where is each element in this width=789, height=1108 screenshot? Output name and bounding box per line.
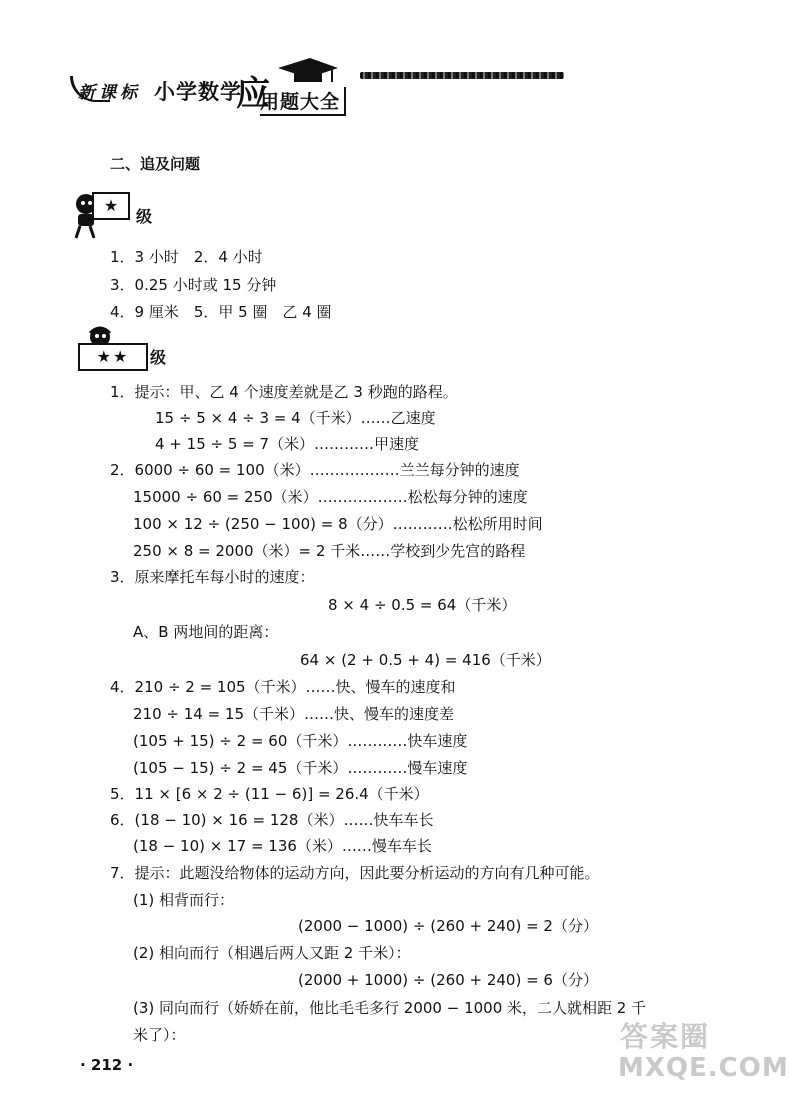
watermark-url: MXQE.COM [618,1053,789,1083]
answer-line: 15000 ÷ 60 = 250（米）………………松松每分钟的速度 [133,488,528,506]
answer-line: (2000 + 1000) ÷ (260 + 240) = 6（分） [298,971,598,989]
answer-line: 250 × 8 = 2000（米）= 2 千米……学校到少先宫的路程 [133,542,526,560]
book-title: 用题大全 [260,87,346,116]
answer-line: (105 + 15) ÷ 2 = 60（千米）…………快车速度 [133,732,468,750]
level-label: 级 [136,207,153,226]
graduation-cap-icon [276,56,340,86]
answer-line: (2000 − 1000) ÷ (260 + 240) = 2（分） [298,917,598,935]
answer-line: 15 ÷ 5 × 4 ÷ 3 = 4（千米）……乙速度 [155,409,436,427]
answer-line: 4．210 ÷ 2 = 105（千米）……快、慢车的速度和 [110,678,456,696]
header-decorative-bar [360,72,564,79]
answer-line: A、B 两地间的距离： [133,623,279,641]
answer-line: 5．11 × [6 × 2 ÷ (11 − 6)] = 26.4（千米） [110,785,429,803]
page-header [70,54,710,124]
answer-line: 4．9 厘米 5．甲 5 圈 乙 4 圈 [110,303,332,321]
subject-label: 小学数学 [154,80,242,104]
answer-line: 100 × 12 ÷ (250 − 100) = 8（分）…………松松所用时间 [133,515,543,533]
answer-line: 1．3 小时 2．4 小时 [110,248,263,266]
series-label: 新课标 [78,83,141,103]
answer-line: (105 − 15) ÷ 2 = 45（千米）…………慢车速度 [133,759,468,777]
page-number: · 212 · [80,1056,134,1074]
level-one-marker [70,190,190,240]
level-stars-box: ★★ [78,343,148,371]
answer-line: (2) 相向而行（相遇后两人又距 2 千米）： [133,944,411,962]
title-big-char: 应 [236,74,270,114]
level-label: 级 [150,348,167,367]
answer-line: (1) 相背而行： [133,891,235,909]
answer-line: 3．原来摩托车每小时的速度： [110,568,315,586]
watermark-logo: 答案圈 [620,1020,711,1053]
answer-line: 2．6000 ÷ 60 = 100（米）………………兰兰每分钟的速度 [110,461,520,479]
answer-line: 8 × 4 ÷ 0.5 = 64（千米） [328,596,517,614]
answer-line: (3) 同向而行（娇娇在前，他比毛毛多行 2000 − 1000 米，二人就相距 2 千 [133,999,647,1017]
level-stars-box: ★ [92,192,130,220]
answer-line: 1．提示：甲、乙 4 个速度差就是乙 3 秒跑的路程。 [110,383,458,401]
answer-line: 64 × (2 + 0.5 + 4) = 416（千米） [300,651,551,669]
answer-line: (18 − 10) × 17 = 136（米）……慢车车长 [133,837,432,855]
level-two-marker [70,325,200,375]
answer-line: 210 ÷ 14 = 15（千米）……快、慢车的速度差 [133,705,455,723]
section-title: 二、追及问题 [110,155,201,173]
answer-line: 3．0.25 小时或 15 分钟 [110,276,277,294]
answer-line: 米了）： [133,1026,186,1044]
answer-line: 7．提示：此题没给物体的运动方向，因此要分析运动的方向有几种可能。 [110,864,600,882]
answer-line: 6．(18 − 10) × 16 = 128（米）……快车车长 [110,811,434,829]
answer-line: 4 + 15 ÷ 5 = 7（米）…………甲速度 [155,435,420,453]
